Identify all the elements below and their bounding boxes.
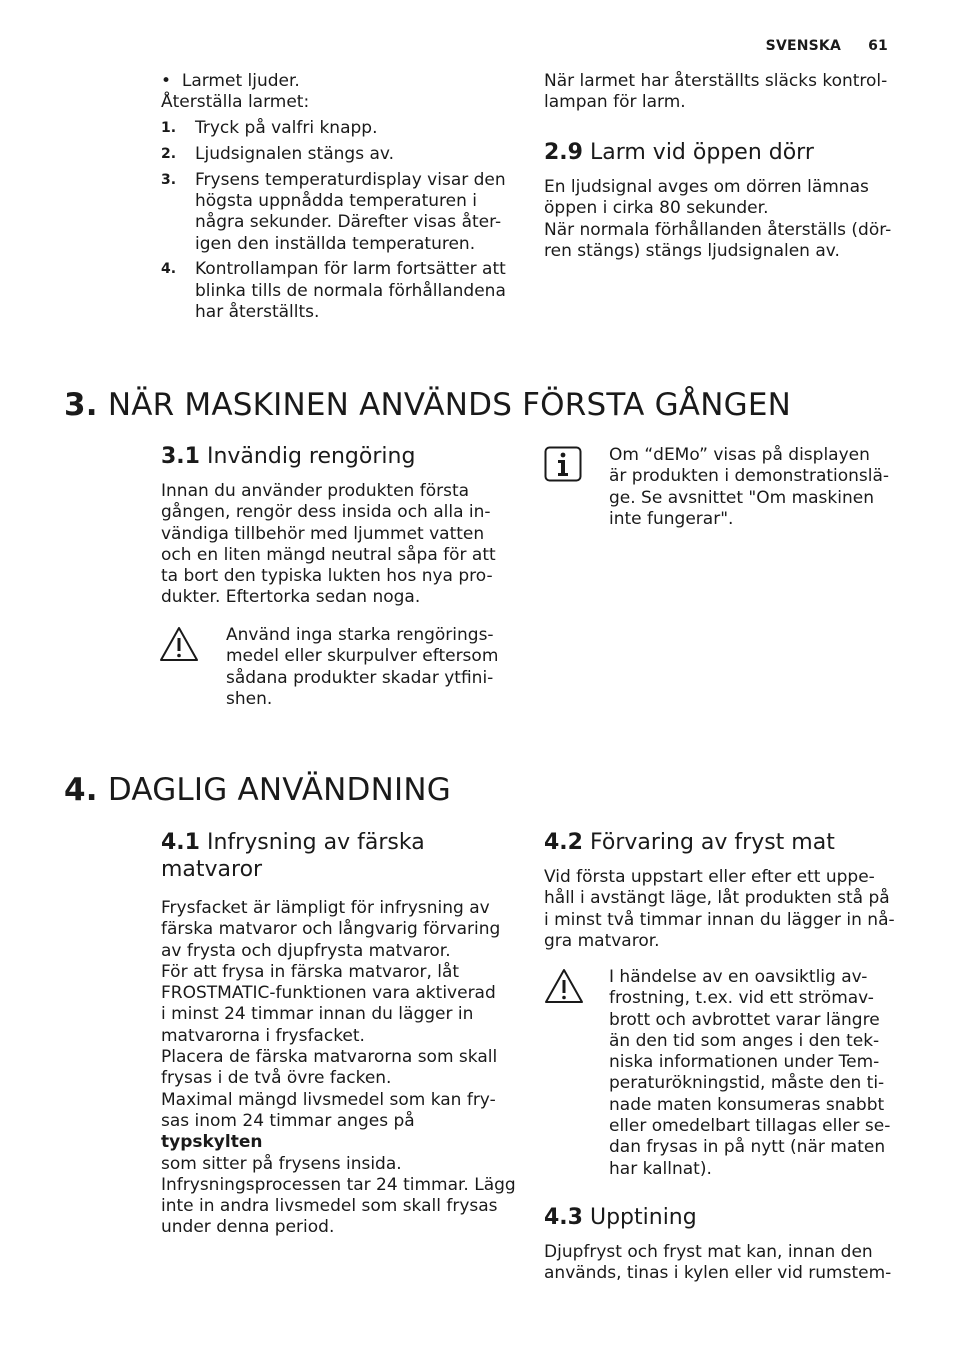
text-line: ren stängs) stängs ljudsignalen av. <box>544 240 840 261</box>
section-2-9-text <box>544 177 924 262</box>
list-item <box>161 144 521 165</box>
typeplate-line: sas inom 24 timmar anges på typskylten <box>161 1110 415 1153</box>
text-line: används, tinas i kylen eller vid rumstem- <box>544 1263 892 1284</box>
info-text-demo <box>609 445 909 530</box>
list-text-line: igen den inställda temperaturen. <box>195 233 476 254</box>
text-line: under denna period. <box>161 1217 335 1238</box>
text-line: Djupfryst och fryst mat kan, innan den <box>544 1242 873 1262</box>
text-line: När larmet har återställts släcks kontrol- <box>544 71 888 91</box>
text-line: FROSTMATIC-funktionen vara aktiverad <box>161 983 496 1004</box>
section-4-3-heading: 4.3 Upptining <box>544 1205 697 1230</box>
text-line: färska matvaror och långvarig förvaring <box>161 919 501 940</box>
info-icon <box>544 446 582 486</box>
list-item <box>161 118 521 139</box>
list-text-line: Kontrollampan för larm fortsätter att <box>195 259 506 280</box>
list-text-line: högsta uppnådda temperaturen i <box>195 190 478 211</box>
chapter-4-heading: 4. DAGLIG ANVÄNDNING <box>64 772 451 808</box>
text-line: Innan du använder produkten första <box>161 481 470 501</box>
text-line: matvarorna i frysfacket. <box>161 1025 365 1046</box>
section-4-2-text <box>544 867 924 952</box>
text-line: Maximal mängd livsmedel som kan fry- <box>161 1089 496 1110</box>
section-2-9-heading: 2.9 Larm vid öppen dörr <box>544 140 814 165</box>
text-line: i minst två timmar innan du lägger in nå- <box>544 909 895 930</box>
list-text-line: Ljudsignalen stängs av. <box>195 143 395 164</box>
list-text-line: Tryck på valfri knapp. <box>195 118 378 139</box>
list-number: 2. <box>161 145 177 162</box>
warning-text-cleaning <box>226 625 526 710</box>
section-2-9 <box>544 139 924 262</box>
text-line: Om “dEMo” visas på displayen <box>609 445 870 465</box>
text-line: Frysfacket är lämpligt för infrysning av <box>161 898 490 918</box>
text-line: Placera de färska matvarorna som skall <box>161 1047 498 1068</box>
text-line: sådana produkter skadar ytfini- <box>226 667 494 688</box>
section-4-1-heading: 4.1 Infrysning av färska matvaror <box>161 830 425 882</box>
list-text-line: några sekunder. Därefter visas åter- <box>195 212 502 233</box>
list-item <box>161 170 521 255</box>
text-line: öppen i cirka 80 sekunder. <box>544 198 769 219</box>
list-text-line: Frysens temperaturdisplay visar den <box>195 169 506 190</box>
text-line: Använd inga starka rengörings- <box>226 625 494 645</box>
text-line: dan frysas in på nytt (när maten <box>609 1137 886 1158</box>
list-number: 4. <box>161 261 177 278</box>
header-language: SVENSKA <box>765 38 842 54</box>
text-line: ge. Se avsnittet "Om maskinen <box>609 487 874 508</box>
list-number: 1. <box>161 120 177 137</box>
reset-note-text <box>544 71 904 114</box>
text-line: i minst 24 timmar innan du lägger in <box>161 1004 474 1025</box>
text-line: frostning, t.ex. vid ett strömav- <box>609 988 874 1009</box>
page-number: 61 <box>868 38 888 54</box>
text-line: gra matvaror. <box>544 930 660 951</box>
text-line: I händelse av en oavsiktlig av- <box>609 967 868 987</box>
list-text-line: blinka tills de normala förhållandena <box>195 280 506 301</box>
text-line: nade maten konsumeras snabbt <box>609 1094 885 1115</box>
text-line: har kallnat). <box>609 1158 712 1179</box>
warning-icon <box>159 626 199 666</box>
text-line: niska informationen under Tem- <box>609 1052 880 1073</box>
text-line: vändiga tillbehör med ljummet vatten <box>161 523 485 544</box>
text-line: brott och avbrottet varar längre <box>609 1009 880 1030</box>
list-number: 3. <box>161 171 177 188</box>
section-3-1-text <box>161 481 521 609</box>
alarm-reset-block <box>161 71 521 328</box>
text-line: Vid första uppstart eller efter ett uppe- <box>544 867 875 887</box>
text-line: När normala förhållanden återställs (dör- <box>544 219 892 240</box>
text-line: medel eller skurpulver eftersom <box>226 646 499 667</box>
section-4-3-text <box>544 1242 924 1285</box>
text-line: frysas i de två övre facken. <box>161 1068 392 1089</box>
warning-text-defrost <box>609 967 909 1180</box>
warning-icon <box>544 968 584 1008</box>
text-line: håll i avstängt läge, låt produkten stå på <box>544 888 890 909</box>
reset-label: Återställa larmet: <box>161 92 310 113</box>
text-line: än den tid som anges i den tek- <box>609 1030 880 1051</box>
section-4-1 <box>161 829 521 1239</box>
text-line: dukter. Eftertorka sedan noga. <box>161 587 421 608</box>
alarm-reset-note <box>544 71 904 114</box>
text-line: shen. <box>226 688 273 709</box>
text-line: inte in andra livsmedel som skall frysas <box>161 1196 498 1217</box>
bullet-item: • Larmet ljuder. <box>161 71 300 91</box>
text-line: peraturökningstid, måste den ti- <box>609 1073 885 1094</box>
section-4-1-text <box>161 898 521 1239</box>
text-line: och en liten mängd neutral såpa för att <box>161 544 496 565</box>
text-line: av frysta och djupfrysta matvaror. <box>161 940 451 961</box>
text-line: För att frysa in färska matvaror, låt <box>161 961 460 982</box>
text-line: Infrysningsprocessen tar 24 timmar. Lägg <box>161 1174 516 1195</box>
text-line: En ljudsignal avges om dörren lämnas <box>544 177 869 197</box>
list-text-line: har återställts. <box>195 301 320 322</box>
text-line: ta bort den typiska lukten hos nya pro- <box>161 566 493 587</box>
reset-steps-list <box>161 118 521 323</box>
page-header <box>766 38 888 54</box>
section-3-1 <box>161 443 521 609</box>
text-line: är produkten i demonstrationslä- <box>609 466 890 487</box>
text-line: lampan för larm. <box>544 92 686 113</box>
section-4-2 <box>544 829 924 952</box>
list-item <box>161 259 521 323</box>
section-4-2-heading: 4.2 Förvaring av fryst mat <box>544 830 835 855</box>
text-line: inte fungerar". <box>609 508 734 529</box>
text-line: som sitter på frysens insida. <box>161 1153 402 1174</box>
section-4-3 <box>544 1204 924 1285</box>
typeplate-term: typskylten <box>161 1132 263 1153</box>
chapter-3-heading: 3. NÄR MASKINEN ANVÄNDS FÖRSTA GÅNGEN <box>64 387 791 423</box>
text-line: gången, rengör dess insida och alla in- <box>161 502 491 523</box>
section-3-1-heading: 3.1 Invändig rengöring <box>161 444 416 469</box>
text-line: eller omedelbart tillagas eller se- <box>609 1116 891 1137</box>
